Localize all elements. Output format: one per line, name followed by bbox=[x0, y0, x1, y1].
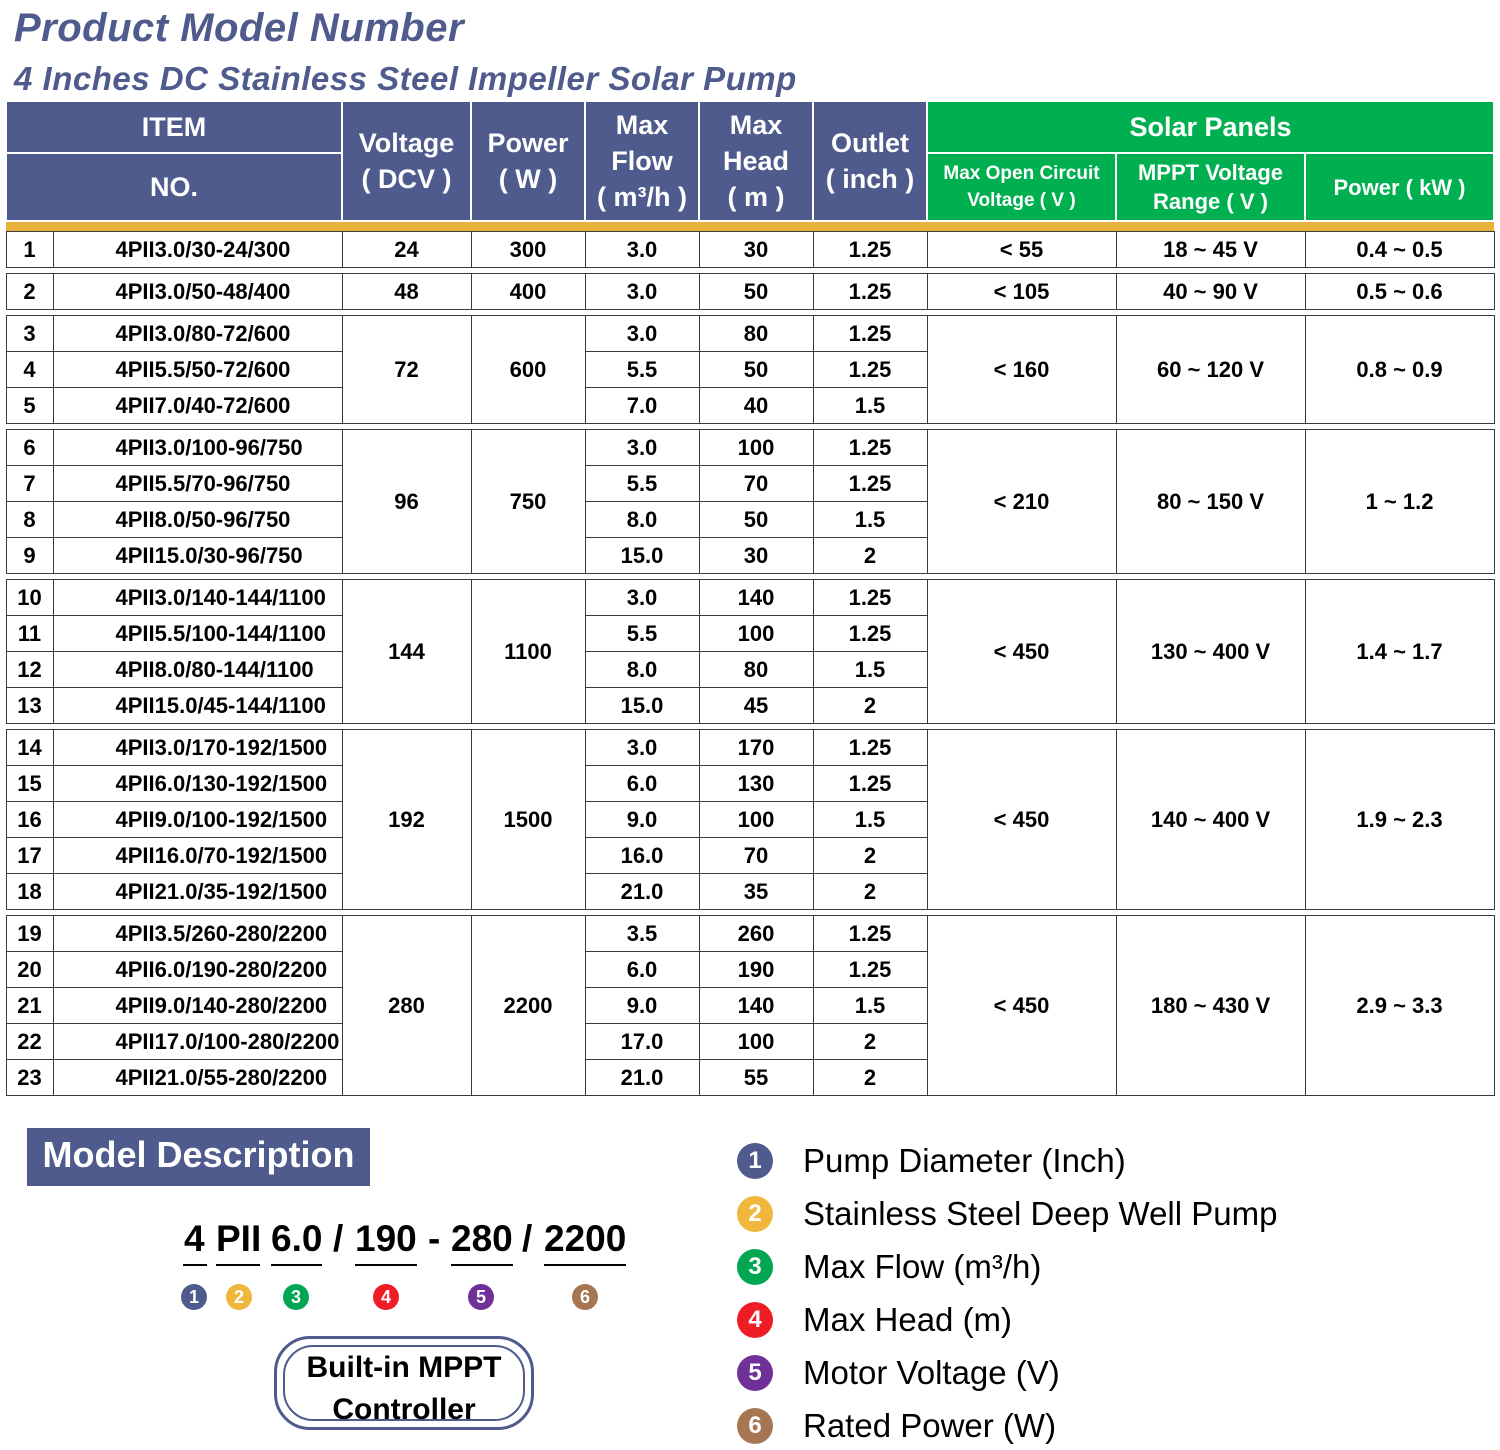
model-number: 4PII21.0/55-280/2200 bbox=[53, 1060, 342, 1096]
code-part-type: PII bbox=[216, 1218, 262, 1259]
max-flow-cell: 6.0 bbox=[585, 952, 699, 988]
open-circuit-voltage-cell: < 450 bbox=[927, 730, 1116, 910]
code-part-power: 2200 bbox=[544, 1218, 627, 1259]
power-header: Power ( W ) bbox=[471, 101, 585, 221]
max-head-cell: 170 bbox=[699, 730, 813, 766]
page-subtitle: 4 Inches DC Stainless Steel Impeller Solar Pump bbox=[14, 60, 797, 97]
voltage-header: Voltage ( DCV ) bbox=[342, 101, 471, 221]
max-flow-cell: 6.0 bbox=[585, 766, 699, 802]
legend-label: Max Flow (m³/h) bbox=[803, 1248, 1042, 1285]
legend-number-icon: 3 bbox=[737, 1249, 773, 1285]
max-head-cell: 50 bbox=[699, 502, 813, 538]
row-number: 11 bbox=[6, 616, 53, 652]
legend-number-icon: 5 bbox=[737, 1355, 773, 1391]
model-number: 4PII3.0/100-96/750 bbox=[53, 430, 342, 466]
power-cell: 400 bbox=[471, 274, 585, 310]
row-number: 17 bbox=[6, 838, 53, 874]
solar-panels-header: Solar Panels bbox=[927, 101, 1494, 153]
power-cell: 1100 bbox=[471, 580, 585, 724]
table-row bbox=[6, 430, 1494, 466]
max-head-cell: 70 bbox=[699, 466, 813, 502]
code-part-voltage: 280 bbox=[451, 1218, 513, 1259]
legend-label: Max Head (m) bbox=[803, 1301, 1013, 1338]
max-flow-header: Max Flow ( m³/h ) bbox=[585, 101, 699, 221]
outlet-cell: 1.5 bbox=[813, 988, 927, 1024]
outlet-cell: 1.5 bbox=[813, 652, 927, 688]
row-number: 4 bbox=[6, 352, 53, 388]
row-number: 22 bbox=[6, 1024, 53, 1060]
legend-number-icon: 4 bbox=[737, 1302, 773, 1338]
item-header: ITEM bbox=[6, 101, 342, 153]
mppt-range-cell: 80 ~ 150 V bbox=[1116, 430, 1305, 574]
outlet-cell: 1.25 bbox=[813, 952, 927, 988]
marker-4-icon: 4 bbox=[373, 1284, 399, 1310]
max-flow-cell: 7.0 bbox=[585, 388, 699, 424]
max-flow-cell: 5.5 bbox=[585, 466, 699, 502]
table-row bbox=[6, 274, 1494, 310]
row-number: 10 bbox=[6, 580, 53, 616]
panel-power-cell: 1.4 ~ 1.7 bbox=[1305, 580, 1494, 724]
row-number: 3 bbox=[6, 316, 53, 352]
max-head-cell: 30 bbox=[699, 232, 813, 268]
outlet-cell: 2 bbox=[813, 1024, 927, 1060]
open-circuit-voltage-cell: < 105 bbox=[927, 274, 1116, 310]
max-head-cell: 130 bbox=[699, 766, 813, 802]
model-number: 4PII3.0/140-144/1100 bbox=[53, 580, 342, 616]
code-underline bbox=[355, 1264, 417, 1266]
power-cell: 300 bbox=[471, 232, 585, 268]
code-separator: / bbox=[333, 1218, 344, 1259]
panel-power-cell: 0.5 ~ 0.6 bbox=[1305, 274, 1494, 310]
max-head-cell: 45 bbox=[699, 688, 813, 724]
model-number: 4PII3.0/30-24/300 bbox=[53, 232, 342, 268]
model-number: 4PII17.0/100-280/2200 bbox=[53, 1024, 342, 1060]
max-flow-cell: 3.0 bbox=[585, 232, 699, 268]
code-underline bbox=[271, 1264, 322, 1266]
outlet-cell: 2 bbox=[813, 838, 927, 874]
row-number: 1 bbox=[6, 232, 53, 268]
row-number: 18 bbox=[6, 874, 53, 910]
model-number: 4PII3.0/80-72/600 bbox=[53, 316, 342, 352]
max-flow-cell: 3.0 bbox=[585, 580, 699, 616]
outlet-cell: 1.25 bbox=[813, 766, 927, 802]
max-flow-cell: 21.0 bbox=[585, 874, 699, 910]
model-number: 4PII21.0/35-192/1500 bbox=[53, 874, 342, 910]
max-flow-cell: 17.0 bbox=[585, 1024, 699, 1060]
row-number: 5 bbox=[6, 388, 53, 424]
outlet-cell: 1.25 bbox=[813, 730, 927, 766]
mppt-range-cell: 180 ~ 430 V bbox=[1116, 916, 1305, 1096]
max-head-cell: 55 bbox=[699, 1060, 813, 1096]
panel-power-header: Power ( kW ) bbox=[1305, 153, 1494, 221]
table-row bbox=[6, 316, 1494, 352]
outlet-cell: 2 bbox=[813, 874, 927, 910]
max-head-cell: 50 bbox=[699, 352, 813, 388]
row-number: 6 bbox=[6, 430, 53, 466]
legend-label: Motor Voltage (V) bbox=[803, 1354, 1060, 1391]
outlet-cell: 2 bbox=[813, 538, 927, 574]
outlet-cell: 1.25 bbox=[813, 466, 927, 502]
model-number: 4PII5.5/70-96/750 bbox=[53, 466, 342, 502]
outlet-cell: 2 bbox=[813, 1060, 927, 1096]
mppt-label-line2: Controller bbox=[332, 1393, 476, 1426]
max-head-cell: 40 bbox=[699, 388, 813, 424]
mppt-range-cell: 40 ~ 90 V bbox=[1116, 274, 1305, 310]
mppt-controller-badge bbox=[274, 1336, 534, 1430]
voltage-cell: 48 bbox=[342, 274, 471, 310]
marker-5-icon: 5 bbox=[468, 1284, 494, 1310]
row-number: 13 bbox=[6, 688, 53, 724]
max-head-cell: 30 bbox=[699, 538, 813, 574]
panel-power-cell: 0.4 ~ 0.5 bbox=[1305, 232, 1494, 268]
max-flow-cell: 5.5 bbox=[585, 352, 699, 388]
max-flow-cell: 9.0 bbox=[585, 802, 699, 838]
panel-power-cell: 1.9 ~ 2.3 bbox=[1305, 730, 1494, 910]
code-underline bbox=[451, 1264, 513, 1266]
max-head-cell: 100 bbox=[699, 1024, 813, 1060]
power-cell: 2200 bbox=[471, 916, 585, 1096]
outlet-cell: 1.25 bbox=[813, 232, 927, 268]
row-number: 14 bbox=[6, 730, 53, 766]
row-number: 21 bbox=[6, 988, 53, 1024]
max-flow-cell: 15.0 bbox=[585, 688, 699, 724]
max-flow-cell: 9.0 bbox=[585, 988, 699, 1024]
max-head-cell: 80 bbox=[699, 652, 813, 688]
model-number: 4PII16.0/70-192/1500 bbox=[53, 838, 342, 874]
marker-2-icon: 2 bbox=[226, 1284, 252, 1310]
legend-number-icon: 1 bbox=[737, 1143, 773, 1179]
voltage-cell: 280 bbox=[342, 916, 471, 1096]
max-head-cell: 70 bbox=[699, 838, 813, 874]
max-head-cell: 140 bbox=[699, 580, 813, 616]
max-flow-cell: 21.0 bbox=[585, 1060, 699, 1096]
model-number: 4PII3.5/260-280/2200 bbox=[53, 916, 342, 952]
outlet-cell: 1.5 bbox=[813, 802, 927, 838]
model-number: 4PII7.0/40-72/600 bbox=[53, 388, 342, 424]
code-underline bbox=[544, 1264, 626, 1266]
max-flow-cell: 3.0 bbox=[585, 430, 699, 466]
voltage-cell: 96 bbox=[342, 430, 471, 574]
voltage-cell: 72 bbox=[342, 316, 471, 424]
table-row bbox=[6, 730, 1494, 766]
table-row bbox=[6, 580, 1494, 616]
code-underline bbox=[183, 1264, 207, 1266]
code-separator: - bbox=[428, 1218, 441, 1259]
mppt-range-header: MPPT Voltage Range ( V ) bbox=[1116, 153, 1305, 221]
max-head-cell: 80 bbox=[699, 316, 813, 352]
model-number: 4PII5.5/100-144/1100 bbox=[53, 616, 342, 652]
max-head-cell: 50 bbox=[699, 274, 813, 310]
max-head-header: Max Head ( m ) bbox=[699, 101, 813, 221]
row-number: 19 bbox=[6, 916, 53, 952]
code-underline bbox=[216, 1264, 260, 1266]
legend-label: Pump Diameter (Inch) bbox=[803, 1142, 1126, 1179]
model-number: 4PII8.0/80-144/1100 bbox=[53, 652, 342, 688]
max-head-cell: 100 bbox=[699, 616, 813, 652]
code-part-head: 190 bbox=[355, 1218, 417, 1259]
mppt-range-cell: 130 ~ 400 V bbox=[1116, 580, 1305, 724]
max-head-cell: 140 bbox=[699, 988, 813, 1024]
model-number: 4PII5.5/50-72/600 bbox=[53, 352, 342, 388]
row-number: 16 bbox=[6, 802, 53, 838]
open-circuit-voltage-cell: < 160 bbox=[927, 316, 1116, 424]
model-number: 4PII15.0/30-96/750 bbox=[53, 538, 342, 574]
panel-power-cell: 0.8 ~ 0.9 bbox=[1305, 316, 1494, 424]
model-number: 4PII9.0/100-192/1500 bbox=[53, 802, 342, 838]
model-number: 4PII6.0/130-192/1500 bbox=[53, 766, 342, 802]
outlet-cell: 1.25 bbox=[813, 316, 927, 352]
marker-3-icon: 3 bbox=[283, 1284, 309, 1310]
outlet-cell: 1.25 bbox=[813, 274, 927, 310]
model-number: 4PII15.0/45-144/1100 bbox=[53, 688, 342, 724]
model-number: 4PII8.0/50-96/750 bbox=[53, 502, 342, 538]
max-flow-cell: 16.0 bbox=[585, 838, 699, 874]
panel-power-cell: 1 ~ 1.2 bbox=[1305, 430, 1494, 574]
row-number: 12 bbox=[6, 652, 53, 688]
table-body bbox=[6, 232, 1494, 1096]
legend-number-icon: 2 bbox=[737, 1196, 773, 1232]
max-flow-cell: 8.0 bbox=[585, 502, 699, 538]
legend-label: Rated Power (W) bbox=[803, 1407, 1057, 1444]
mppt-label-line1: Built-in MPPT bbox=[306, 1351, 502, 1384]
max-flow-cell: 3.0 bbox=[585, 316, 699, 352]
outlet-cell: 1.25 bbox=[813, 916, 927, 952]
row-number: 23 bbox=[6, 1060, 53, 1096]
row-number: 9 bbox=[6, 538, 53, 574]
power-cell: 1500 bbox=[471, 730, 585, 910]
max-head-cell: 100 bbox=[699, 430, 813, 466]
model-description-title: Model Description bbox=[27, 1128, 370, 1186]
max-head-cell: 190 bbox=[699, 952, 813, 988]
power-cell: 750 bbox=[471, 430, 585, 574]
outlet-cell: 1.25 bbox=[813, 580, 927, 616]
max-flow-cell: 3.0 bbox=[585, 274, 699, 310]
outlet-cell: 1.25 bbox=[813, 616, 927, 652]
open-circuit-voltage-cell: < 450 bbox=[927, 580, 1116, 724]
open-circuit-voltage-cell: < 55 bbox=[927, 232, 1116, 268]
voltage-cell: 24 bbox=[342, 232, 471, 268]
row-number: 2 bbox=[6, 274, 53, 310]
max-head-cell: 100 bbox=[699, 802, 813, 838]
mppt-range-cell: 18 ~ 45 V bbox=[1116, 232, 1305, 268]
gold-divider bbox=[6, 221, 1494, 232]
voltage-cell: 192 bbox=[342, 730, 471, 910]
outlet-cell: 2 bbox=[813, 688, 927, 724]
open-circuit-voltage-cell: < 210 bbox=[927, 430, 1116, 574]
legend-label: Stainless Steel Deep Well Pump bbox=[803, 1195, 1278, 1232]
code-part-flow: 6.0 bbox=[271, 1218, 323, 1259]
outlet-cell: 1.5 bbox=[813, 388, 927, 424]
model-number: 4PII6.0/190-280/2200 bbox=[53, 952, 342, 988]
max-flow-cell: 15.0 bbox=[585, 538, 699, 574]
max-head-cell: 260 bbox=[699, 916, 813, 952]
max-flow-cell: 5.5 bbox=[585, 616, 699, 652]
max-flow-cell: 3.0 bbox=[585, 730, 699, 766]
row-number: 8 bbox=[6, 502, 53, 538]
no-header: NO. bbox=[6, 153, 342, 221]
voltage-cell: 144 bbox=[342, 580, 471, 724]
max-head-cell: 35 bbox=[699, 874, 813, 910]
model-number: 4PII9.0/140-280/2200 bbox=[53, 988, 342, 1024]
code-part-diameter: 4 bbox=[184, 1218, 205, 1259]
model-number: 4PII3.0/170-192/1500 bbox=[53, 730, 342, 766]
panel-power-cell: 2.9 ~ 3.3 bbox=[1305, 916, 1494, 1096]
legend-number-icon: 6 bbox=[737, 1408, 773, 1444]
outlet-header: Outlet ( inch ) bbox=[813, 101, 927, 221]
marker-1-icon: 1 bbox=[181, 1284, 207, 1310]
mppt-range-cell: 140 ~ 400 V bbox=[1116, 730, 1305, 910]
open-circuit-voltage-cell: < 450 bbox=[927, 916, 1116, 1096]
model-number: 4PII3.0/50-48/400 bbox=[53, 274, 342, 310]
code-separator: / bbox=[522, 1218, 533, 1259]
outlet-cell: 1.25 bbox=[813, 430, 927, 466]
row-number: 15 bbox=[6, 766, 53, 802]
power-cell: 600 bbox=[471, 316, 585, 424]
outlet-cell: 1.5 bbox=[813, 502, 927, 538]
mppt-range-cell: 60 ~ 120 V bbox=[1116, 316, 1305, 424]
table-row bbox=[6, 916, 1494, 952]
outlet-cell: 1.25 bbox=[813, 352, 927, 388]
row-number: 20 bbox=[6, 952, 53, 988]
page-title: Product Model Number bbox=[14, 6, 465, 50]
spec-table bbox=[5, 100, 1493, 1096]
table-row bbox=[6, 232, 1494, 268]
marker-6-icon: 6 bbox=[572, 1284, 598, 1310]
max-flow-cell: 3.5 bbox=[585, 916, 699, 952]
row-number: 7 bbox=[6, 466, 53, 502]
max-flow-cell: 8.0 bbox=[585, 652, 699, 688]
max-open-circuit-header: Max Open Circuit Voltage ( V ) bbox=[927, 153, 1116, 221]
